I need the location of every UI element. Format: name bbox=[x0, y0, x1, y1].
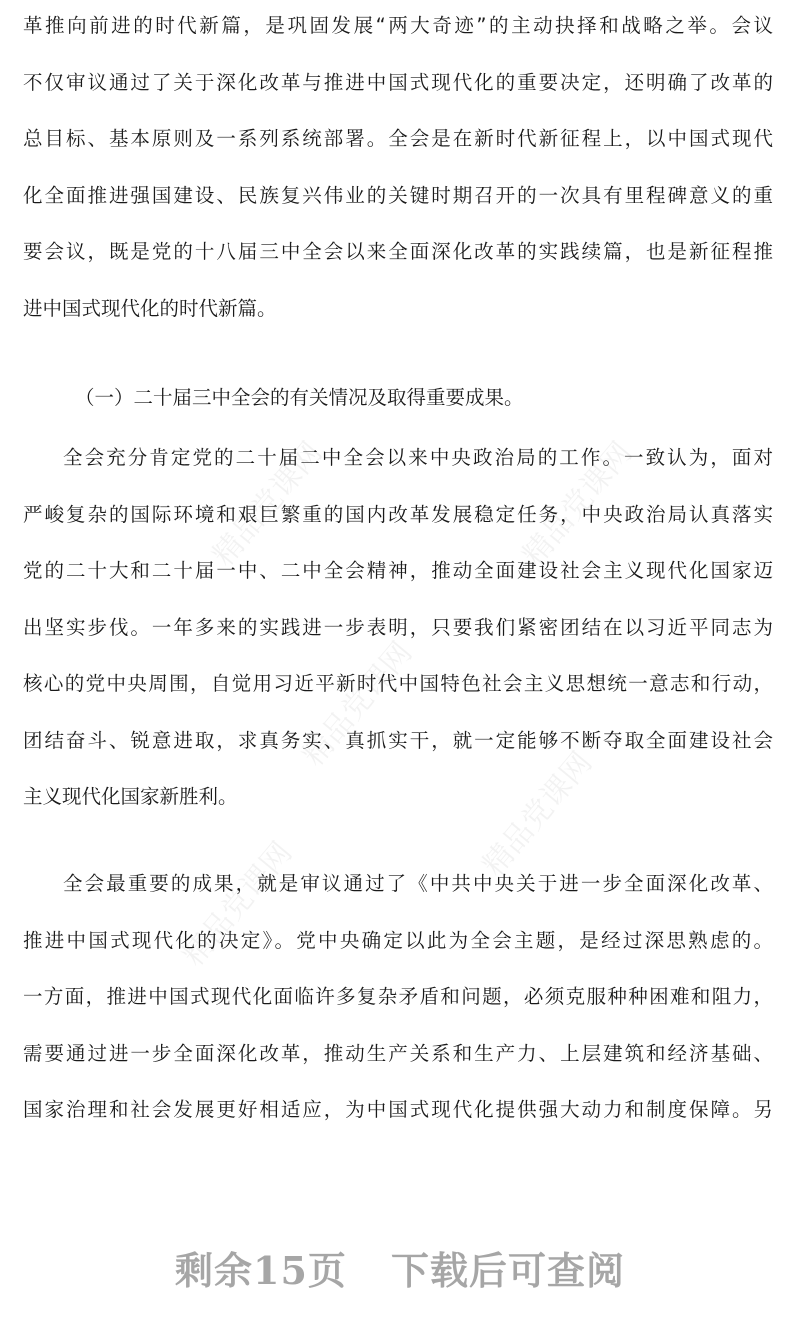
paragraph-3 bbox=[23, 856, 773, 1139]
text-line: 团结奋斗、锐意进取，求真务实、真抓实干，就一定能够不断夺取全面建设社会 bbox=[23, 728, 773, 752]
text-line: 国家治理和社会发展更好相适应，为中国式现代化提供强大动力和制度保障。另 bbox=[23, 1098, 773, 1121]
text-line: 出坚实步伐。一年多来的实践进一步表明，只要我们紧密团结在以习近平同志为 bbox=[23, 615, 773, 639]
text-line: 全会最重要的成果，就是审议通过了《中共中央关于进一步全面深化改革、 bbox=[63, 872, 773, 895]
text-line: 进中国式现代化的时代新篇。 bbox=[23, 296, 277, 320]
text-line: 严峻复杂的国际环境和艰巨繁重的国内改革发展稳定任务，中央政治局认真落实 bbox=[23, 502, 773, 526]
section-heading: （一）二十届三中全会的有关情况及取得重要成果。 bbox=[75, 386, 524, 409]
paragraph-2 bbox=[23, 430, 773, 826]
text-line: 一方面，推进中国式现代化面临许多复杂矛盾和问题，必须克服种种困难和阻力， bbox=[23, 985, 773, 1008]
text-line: 化全面推进强国建设、民族复兴伟业的关键时期召开的一次具有里程碑意义的重 bbox=[23, 183, 773, 207]
text-line: 总目标、基本原则及一系列系统部署。全会是在新时代新征程上，以中国式现代 bbox=[23, 127, 773, 150]
text-line: 核心的党中央周围，自觉用习近平新时代中国特色社会主义思想统一意志和行动， bbox=[23, 672, 773, 695]
text-line: 推进中国式现代化的决定》。党中央确定以此为全会主题，是经过深思熟虑的。 bbox=[23, 928, 773, 952]
watermark: 精品党课网 bbox=[176, 835, 300, 973]
text-line: 需要通过进一步全面深化改革，推动生产关系和生产力、上层建筑和经济基础、 bbox=[23, 1041, 773, 1065]
text-line: 全会充分肯定党的二十届二中全会以来中央政治局的工作。一致认为，面对 bbox=[63, 446, 773, 469]
watermark: 精品党课网 bbox=[296, 635, 420, 773]
watermark: 精品党课网 bbox=[206, 435, 330, 573]
download-to-view-label[interactable]: 下载后可查阅 bbox=[390, 1248, 625, 1293]
text-line: 要会议，既是党的十八届三中全会以来全面深化改革的实践续篇，也是新征程推 bbox=[23, 240, 773, 263]
text-line: 党的二十大和二十届一中、二中全会精神，推动全面建设社会主义现代化国家迈 bbox=[23, 559, 773, 582]
watermark: 精品党课网 bbox=[516, 435, 640, 573]
remaining-pages-label: 剩余15页 bbox=[175, 1248, 347, 1293]
text-line: 不仅审议通过了关于深化改革与推进中国式现代化的重要决定，还明确了改革的 bbox=[23, 70, 773, 94]
text-line: 主义现代化国家新胜利。 bbox=[23, 785, 238, 808]
download-prompt[interactable] bbox=[0, 1240, 800, 1295]
text-line: 革推向前进的时代新篇，是巩固发展“两大奇迹”的主动抉择和战略之举。会议 bbox=[23, 14, 773, 37]
paragraph-1 bbox=[23, 0, 773, 337]
watermark: 精品党课网 bbox=[476, 745, 600, 883]
